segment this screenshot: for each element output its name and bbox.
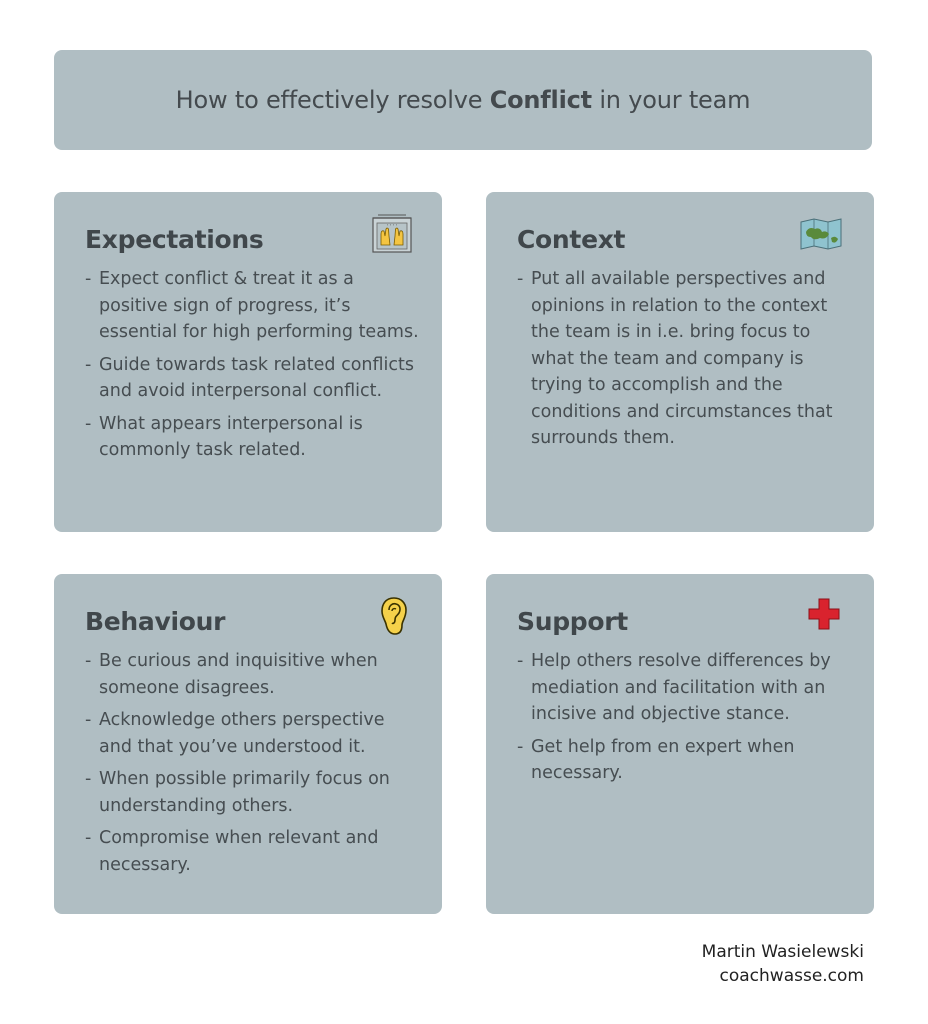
list-item: - What appears interpersonal is commonly task related. <box>85 411 422 464</box>
card-support <box>486 574 874 914</box>
list-item: - Get help from en expert when necessary. <box>517 734 854 787</box>
card-heading: Support <box>517 607 628 636</box>
list-item: - Acknowledge others perspective and that you’ve understood it. <box>85 707 422 760</box>
list-item: - When possible primarily focus on understanding others. <box>85 766 422 819</box>
bullet-list <box>517 266 854 452</box>
bullet-list <box>85 266 422 464</box>
card-heading: Expectations <box>85 225 264 254</box>
bullet-list <box>517 648 854 787</box>
list-item: - Guide towards task related conflicts and avoid interpersonal conflict. <box>85 352 422 405</box>
svg-text:' ' ' ': ' ' ' ' <box>386 224 398 230</box>
author-name: Martin Wasielewski <box>701 942 864 962</box>
card-heading: Behaviour <box>85 607 226 636</box>
list-item: - Help others resolve differences by mediation and facilitation with an incisive and objective stance. <box>517 648 854 728</box>
card-context <box>486 192 874 532</box>
ear-icon <box>380 596 408 636</box>
title-prefix: How to effectively resolve <box>175 86 490 114</box>
title-suffix: in your team <box>591 86 751 114</box>
list-item: - Put all available perspectives and opinions in relation to the context the team is in i.e. bring focus to what the team and company is trying to accomplish and the conditions and circumstances that surrounds them. <box>517 266 854 452</box>
map-icon <box>800 218 842 250</box>
list-item: - Compromise when relevant and necessary. <box>85 825 422 878</box>
card-heading: Context <box>517 225 626 254</box>
list-item: - Be curious and inquisitive when someone disagrees. <box>85 648 422 701</box>
red-cross-icon <box>808 598 840 630</box>
raised-hands-icon <box>372 214 412 254</box>
list-item: - Expect conflict & treat it as a positive sign of progress, it’s essential for high performing teams. <box>85 266 422 346</box>
title-emphasis: Conflict <box>489 86 592 114</box>
title-banner <box>54 50 872 150</box>
bullet-list <box>85 648 422 878</box>
card-behaviour <box>54 574 442 914</box>
card-expectations <box>54 192 442 532</box>
website-text: coachwasse.com <box>719 966 864 986</box>
footer-credit <box>702 940 864 988</box>
page-title <box>176 86 751 114</box>
